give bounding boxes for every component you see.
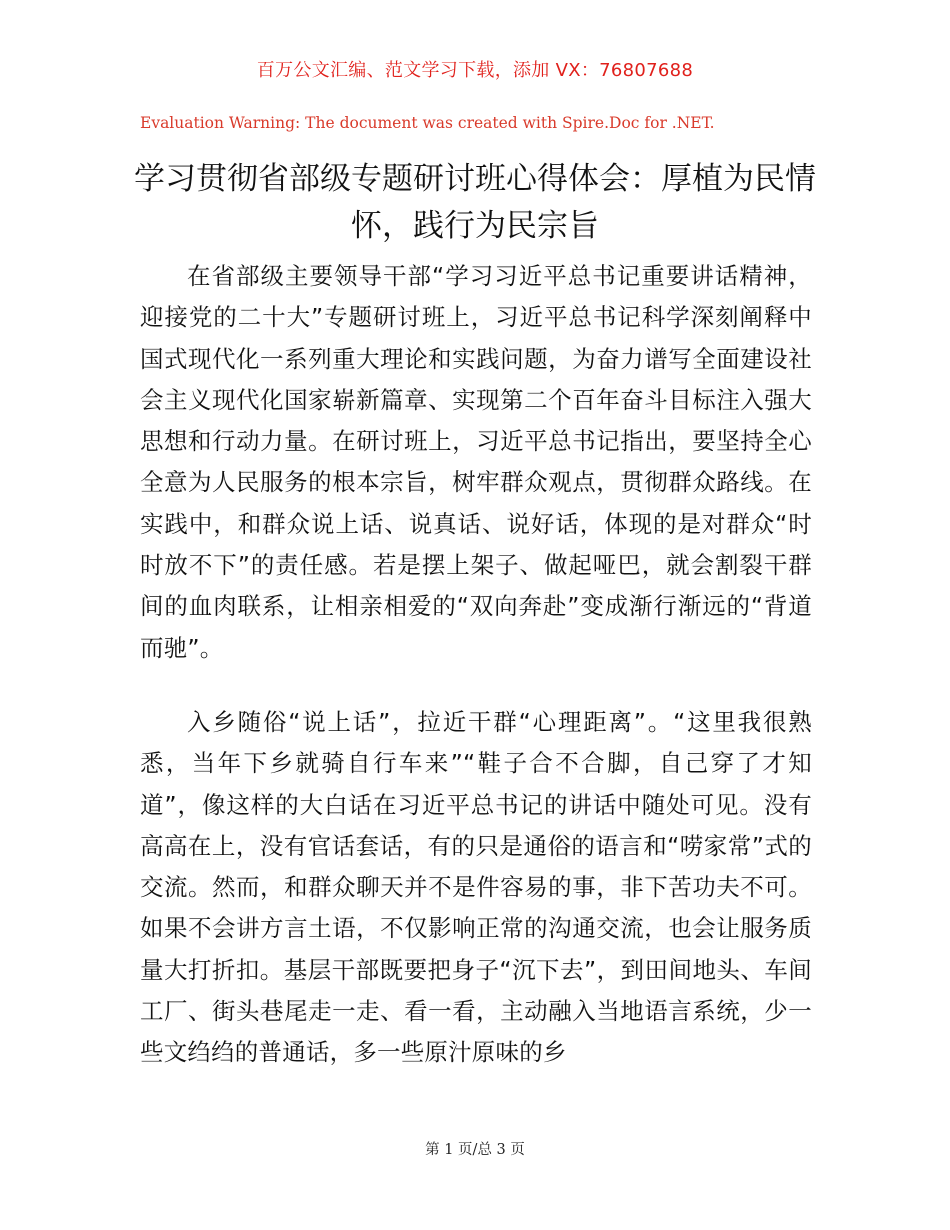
- body-paragraph-1: 在省部级主要领导干部“学习习近平总书记重要讲话精神，迎接党的二十大”专题研讨班上，习近平总书记科学深刻阐释中国式现代化一系列重大理论和实践问题，为奋力谱写全面建设社会主义现代化国家崭新篇章、实现第二个百年奋斗目标注入强大思想和行动力量。在研讨班上，习近平总书记指出，要坚持全心全意为人民服务的根本宗旨，树牢群众观点，贯彻群众路线。在实践中，和群众说上话、说真话、说好话，体现的是对群众“时时放不下”的责任感。若是摆上架子、做起哑巴，就会割裂干群间的血肉联系，让相亲相爱的“双向奔赴”变成渐行渐远的“背道而驰”。: [140, 262, 812, 662]
- header-banner: 百万公文汇编、范文学习下载，添加 VX：76807688: [256, 60, 694, 81]
- page-number: 第 1 页/总 3 页: [425, 1142, 525, 1158]
- document-title: 学习贯彻省部级专题研讨班心得体会：厚植为民情怀，践行为民宗旨: [134, 161, 816, 244]
- evaluation-warning: Evaluation Warning: The document was created with Spire.Doc for .NET.: [140, 114, 715, 132]
- body-paragraph-2: 入乡随俗“说上话”，拉近干群“心理距离”。“这里我很熟悉，当年下乡就骑自行车来”“鞋子合不合脚，自己穿了才知道”，像这样的大白话在习近平总书记的讲话中随处可见。没有高高在上，没有官话套话，有的只是通俗的语言和“唠家常”式的交流。然而，和群众聊天并不是件容易的事，非下苦功夫不可。如果不会讲方言土语，不仅影响正常的沟通交流，也会让服务质量大打折扣。基层干部既要把身子“沉下去”，到田间地头、车间工厂、街头巷尾走一走、看一看，主动融入当地语言系统，少一些文绉绉的普通话，多一些原汁原味的乡: [140, 708, 812, 1067]
